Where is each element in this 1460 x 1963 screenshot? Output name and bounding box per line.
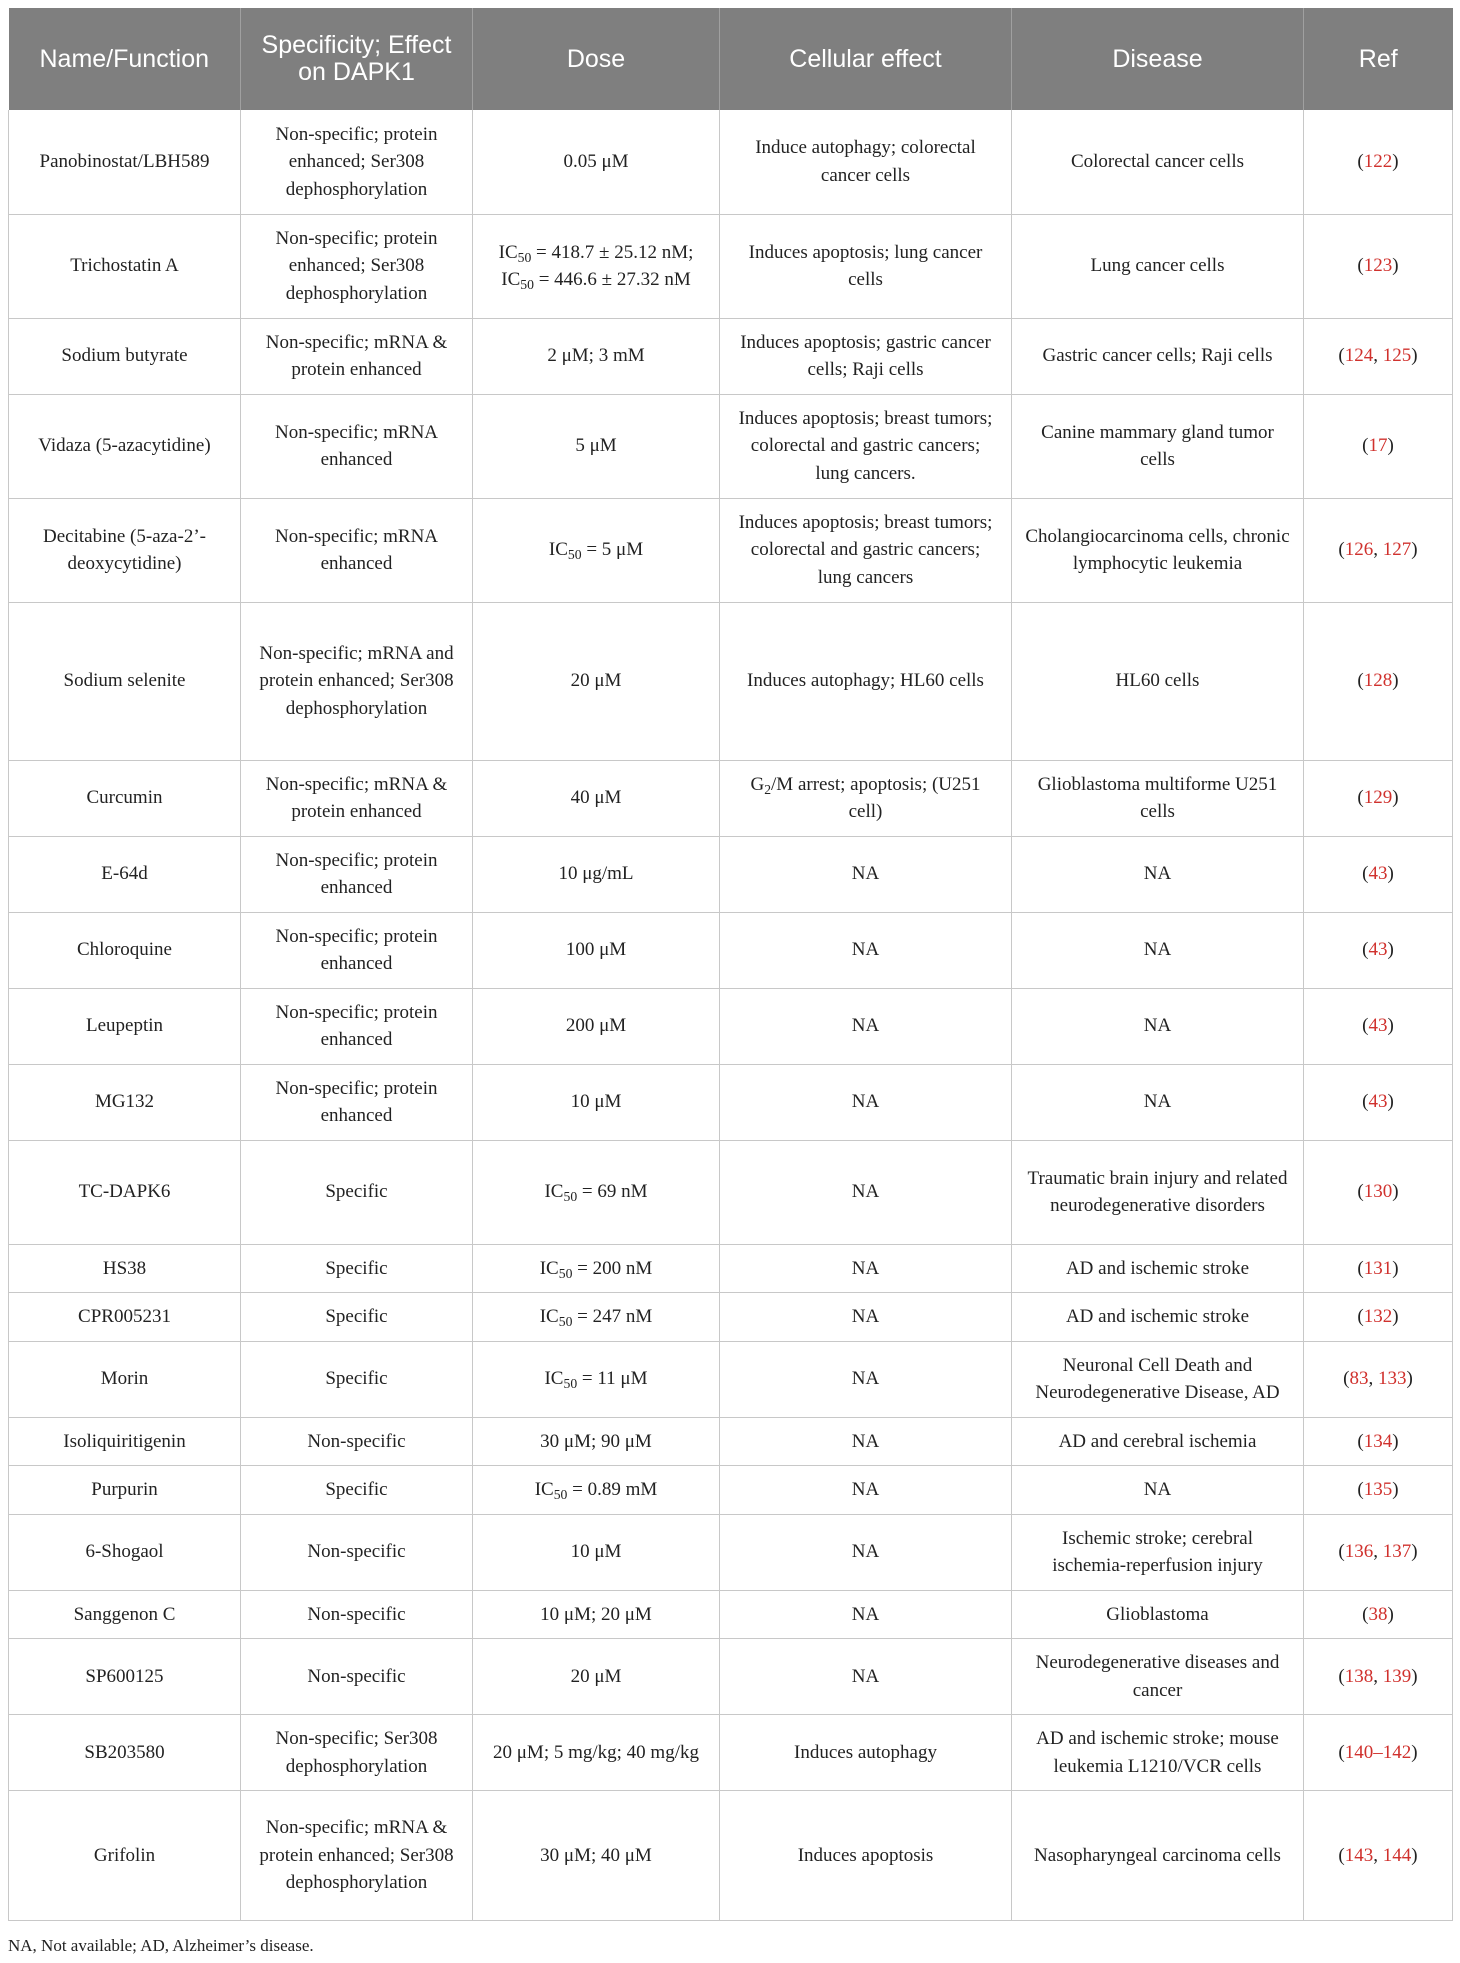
cell-ref: (134) (1304, 1417, 1453, 1466)
header-specificity: Specificity; Effect on DAPK1 (241, 8, 473, 110)
table-row (9, 602, 1453, 760)
cell-dose: $IC_{50} = 5$ μM (473, 498, 720, 602)
cell-specificity: Non-specific; protein enhanced; Ser308 dephosphorylation (241, 110, 473, 214)
cell-specificity: Non-specific; protein enhanced (241, 1064, 473, 1140)
cell-specificity: Specific (241, 1293, 473, 1342)
cell-name: Isoliquiritigenin (9, 1417, 241, 1466)
ref-link[interactable]: 38 (1368, 1603, 1388, 1625)
cell-ref: (124, 125) (1304, 318, 1453, 394)
cell-specificity: Non-specific; protein enhanced; Ser308 dephosphorylation (241, 214, 473, 318)
cell-disease: Neuronal Cell Death and Neurodegenerative Disease, AD (1012, 1341, 1304, 1417)
header-name: Name/Function (9, 8, 241, 110)
cell-name: Chloroquine (9, 912, 241, 988)
cell-disease: Cholangiocarcinoma cells, chronic lymphocytic leukemia (1012, 498, 1304, 602)
cell-specificity: Non-specific; mRNA enhanced (241, 394, 473, 498)
cell-specificity: Non-specific (241, 1514, 473, 1590)
cell-name: TC-DAPK6 (9, 1140, 241, 1244)
table-row (9, 988, 1453, 1064)
header-ref: Ref (1304, 8, 1453, 110)
cell-ref: (128) (1304, 602, 1453, 760)
cell-ref: (129) (1304, 760, 1453, 836)
ref-link[interactable]: 17 (1368, 435, 1388, 457)
cell-disease: Neurodegenerative diseases and cancer (1012, 1639, 1304, 1715)
cell-cellular-effect: NA (720, 836, 1012, 912)
ref-link[interactable]: 132 (1363, 1306, 1393, 1327)
cell-specificity: Specific (241, 1244, 473, 1293)
table-row (9, 1341, 1453, 1417)
ref-link[interactable]: 43 (1368, 939, 1388, 961)
table-row (9, 1140, 1453, 1244)
table-row (9, 1514, 1453, 1590)
table-row (9, 1064, 1453, 1140)
cell-specificity: Non-specific; mRNA enhanced (241, 498, 473, 602)
cell-ref: (143, 144) (1304, 1791, 1453, 1921)
cell-ref: (123) (1304, 214, 1453, 318)
cell-specificity: Non-specific (241, 1639, 473, 1715)
table-row (9, 1466, 1453, 1515)
cell-disease: AD and ischemic stroke (1012, 1244, 1304, 1293)
cell-dose: 20 μM (473, 602, 720, 760)
cell-disease: AD and ischemic stroke (1012, 1293, 1304, 1342)
cell-specificity: Non-specific; protein enhanced (241, 988, 473, 1064)
table-row (9, 1244, 1453, 1293)
cell-ref: (126, 127) (1304, 498, 1453, 602)
cell-dose: 100 μM (473, 912, 720, 988)
table-row (9, 1293, 1453, 1342)
table-row (9, 214, 1453, 318)
cell-disease: Canine mammary gland tumor cells (1012, 394, 1304, 498)
ref-link[interactable]: 138 (1344, 1665, 1374, 1687)
cell-cellular-effect: NA (720, 1341, 1012, 1417)
table-body (9, 110, 1453, 1921)
cell-name: Curcumin (9, 760, 241, 836)
cell-specificity: Specific (241, 1140, 473, 1244)
cell-dose: 10 μM (473, 1064, 720, 1140)
cell-dose: 30 μM; 90 μM (473, 1417, 720, 1466)
cell-dose: 200 μM (473, 988, 720, 1064)
cell-cellular-effect: Induces apoptosis (720, 1791, 1012, 1921)
cell-name: SB203580 (9, 1715, 241, 1791)
cell-disease: Traumatic brain injury and related neurodegenerative disorders (1012, 1140, 1304, 1244)
cell-cellular-effect: NA (720, 1244, 1012, 1293)
ref-link[interactable]: 125 (1382, 345, 1412, 367)
cell-ref: (83, 133) (1304, 1341, 1453, 1417)
cell-specificity: Non-specific; mRNA & protein enhanced; Ser308 dephosphorylation (241, 1791, 473, 1921)
cell-specificity: Non-specific; Ser308 dephosphorylation (241, 1715, 473, 1791)
cell-ref: (43) (1304, 912, 1453, 988)
cell-name: Trichostatin A (9, 214, 241, 318)
cell-cellular-effect: Induces apoptosis; breast tumors; colorectal and gastric cancers; lung cancers. (720, 394, 1012, 498)
ref-link[interactable]: 43 (1368, 863, 1388, 885)
cell-cellular-effect: NA (720, 1293, 1012, 1342)
cell-specificity: Non-specific; mRNA and protein enhanced; Ser308 dephosphorylation (241, 602, 473, 760)
cell-ref: (140–142) (1304, 1715, 1453, 1791)
header-dose: Dose (473, 8, 720, 110)
cell-name: Leupeptin (9, 988, 241, 1064)
cell-cellular-effect: NA (720, 1064, 1012, 1140)
cell-disease: AD and ischemic stroke; mouse leukemia L1210/VCR cells (1012, 1715, 1304, 1791)
cell-cellular-effect: NA (720, 1514, 1012, 1590)
cell-cellular-effect: NA (720, 1590, 1012, 1639)
cell-name: Sanggenon C (9, 1590, 241, 1639)
cell-ref: (43) (1304, 1064, 1453, 1140)
ref-link[interactable]: 123 (1363, 255, 1393, 277)
cell-cellular-effect: NA (720, 988, 1012, 1064)
table-row (9, 394, 1453, 498)
ref-link[interactable]: 129 (1363, 787, 1393, 809)
table-row (9, 760, 1453, 836)
cell-name: Morin (9, 1341, 241, 1417)
cell-disease: Glioblastoma (1012, 1590, 1304, 1639)
cell-ref: (130) (1304, 1140, 1453, 1244)
cell-name: Panobinostat/LBH589 (9, 110, 241, 214)
cell-dose: $IC_{50} = 200$ nM (473, 1244, 720, 1293)
dapk1-table (8, 8, 1453, 1921)
cell-dose: 10 μg/mL (473, 836, 720, 912)
cell-name: MG132 (9, 1064, 241, 1140)
cell-name: Decitabine (5-aza-2’-deoxycytidine) (9, 498, 241, 602)
table-row (9, 1791, 1453, 1921)
cell-ref: (135) (1304, 1466, 1453, 1515)
ref-link[interactable]: 144 (1382, 1844, 1412, 1866)
cell-dose: 5 μM (473, 394, 720, 498)
table-header-row (9, 8, 1453, 110)
cell-name: SP600125 (9, 1639, 241, 1715)
cell-name: CPR005231 (9, 1293, 241, 1342)
cell-cellular-effect: Induces autophagy; HL60 cells (720, 602, 1012, 760)
cell-disease: Lung cancer cells (1012, 214, 1304, 318)
cell-dose: $IC_{50} = 418.7 \pm 25.12$ nM; $IC_{50} = 446.6 \pm 27.32$ nM (473, 214, 720, 318)
cell-ref: (17) (1304, 394, 1453, 498)
cell-dose: $IC_{50} = 11$ μM (473, 1341, 720, 1417)
ref-link[interactable]: 130 (1363, 1181, 1393, 1203)
ref-link[interactable]: 139 (1382, 1665, 1412, 1687)
header-disease: Disease (1012, 8, 1304, 110)
cell-dose: $IC_{50} = 69$ nM (473, 1140, 720, 1244)
table-row (9, 1590, 1453, 1639)
cell-dose: 2 μM; 3 mM (473, 318, 720, 394)
cell-disease: Gastric cancer cells; Raji cells (1012, 318, 1304, 394)
cell-name: HS38 (9, 1244, 241, 1293)
cell-ref: (132) (1304, 1293, 1453, 1342)
cell-name: Grifolin (9, 1791, 241, 1921)
cell-dose: 30 μM; 40 μM (473, 1791, 720, 1921)
cell-disease: Ischemic stroke; cerebral ischemia-reperfusion injury (1012, 1514, 1304, 1590)
cell-cellular-effect: NA (720, 1466, 1012, 1515)
table-row (9, 912, 1453, 988)
table-row (9, 1715, 1453, 1791)
cell-name: 6-Shogaol (9, 1514, 241, 1590)
header-cellular-effect: Cellular effect (720, 8, 1012, 110)
cell-specificity: Non-specific; protein enhanced (241, 912, 473, 988)
cell-disease: NA (1012, 1466, 1304, 1515)
cell-dose: 10 μM (473, 1514, 720, 1590)
ref-link[interactable]: 135 (1363, 1479, 1393, 1500)
cell-name: Purpurin (9, 1466, 241, 1515)
ref-link[interactable]: 43 (1368, 1015, 1388, 1037)
cell-cellular-effect: Induce autophagy; colorectal cancer cells (720, 110, 1012, 214)
cell-cellular-effect: NA (720, 1140, 1012, 1244)
cell-disease: AD and cerebral ischemia (1012, 1417, 1304, 1466)
dapk1-table-container (8, 8, 1452, 1921)
cell-specificity: Non-specific; mRNA & protein enhanced (241, 318, 473, 394)
ref-link[interactable]: 128 (1363, 670, 1393, 692)
cell-ref: (131) (1304, 1244, 1453, 1293)
cell-ref: (136, 137) (1304, 1514, 1453, 1590)
cell-cellular-effect: NA (720, 1639, 1012, 1715)
table-row (9, 1417, 1453, 1466)
cell-name: Vidaza (5-azacytidine) (9, 394, 241, 498)
cell-dose: 0.05 μM (473, 110, 720, 214)
ref-link[interactable]: 133 (1378, 1368, 1407, 1390)
cell-ref: (122) (1304, 110, 1453, 214)
cell-dose: $IC_{50} = 247$ nM (473, 1293, 720, 1342)
cell-cellular-effect: Induces apoptosis; gastric cancer cells; Raji cells (720, 318, 1012, 394)
ref-link[interactable]: 131 (1363, 1257, 1393, 1279)
cell-disease: Colorectal cancer cells (1012, 110, 1304, 214)
ref-link[interactable]: 140–142 (1344, 1741, 1412, 1763)
ref-link[interactable]: 127 (1382, 539, 1412, 561)
ref-link[interactable]: 122 (1363, 151, 1393, 172)
cell-dose: 20 μM (473, 1639, 720, 1715)
cell-name: Sodium butyrate (9, 318, 241, 394)
table-row (9, 836, 1453, 912)
cell-disease: HL60 cells (1012, 602, 1304, 760)
cell-ref: (38) (1304, 1590, 1453, 1639)
cell-specificity: Specific (241, 1341, 473, 1417)
cell-ref: (43) (1304, 836, 1453, 912)
ref-link[interactable]: 137 (1382, 1541, 1412, 1563)
cell-cellular-effect: Induces apoptosis; lung cancer cells (720, 214, 1012, 318)
cell-dose: 10 μM; 20 μM (473, 1590, 720, 1639)
cell-dose: 20 μM; 5 mg/kg; 40 mg/kg (473, 1715, 720, 1791)
cell-dose: $IC_{50} = 0.89$ mM (473, 1466, 720, 1515)
cell-dose: 40 μM (473, 760, 720, 836)
ref-link[interactable]: 136 (1344, 1541, 1374, 1563)
table-row (9, 498, 1453, 602)
cell-specificity: Non-specific; protein enhanced (241, 836, 473, 912)
cell-cellular-effect: Induces apoptosis; breast tumors; colorectal and gastric cancers; lung cancers (720, 498, 1012, 602)
cell-ref: (138, 139) (1304, 1639, 1453, 1715)
cell-disease: NA (1012, 988, 1304, 1064)
ref-link[interactable]: 83 (1349, 1368, 1369, 1390)
table-row (9, 1639, 1453, 1715)
cell-cellular-effect: NA (720, 912, 1012, 988)
cell-specificity: Non-specific (241, 1417, 473, 1466)
ref-link[interactable]: 124 (1344, 345, 1374, 367)
cell-cellular-effect: NA (720, 1417, 1012, 1466)
cell-ref: (43) (1304, 988, 1453, 1064)
cell-name: Sodium selenite (9, 602, 241, 760)
ref-link[interactable]: 134 (1363, 1430, 1393, 1452)
ref-link[interactable]: 143 (1344, 1844, 1374, 1866)
cell-disease: NA (1012, 836, 1304, 912)
cell-specificity: Non-specific (241, 1590, 473, 1639)
cell-disease: NA (1012, 912, 1304, 988)
cell-name: E-64d (9, 836, 241, 912)
cell-cellular-effect: Induces autophagy (720, 1715, 1012, 1791)
table-row (9, 110, 1453, 214)
table-row (9, 318, 1453, 394)
ref-link[interactable]: 43 (1368, 1091, 1388, 1113)
ref-link[interactable]: 126 (1344, 539, 1374, 561)
cell-specificity: Specific (241, 1466, 473, 1515)
table-footnote: NA, Not available; AD, Alzheimer’s disease. (8, 1936, 314, 1955)
cell-disease: NA (1012, 1064, 1304, 1140)
cell-disease: Nasopharyngeal carcinoma cells (1012, 1791, 1304, 1921)
cell-disease: Glioblastoma multiforme U251 cells (1012, 760, 1304, 836)
cell-specificity: Non-specific; mRNA & protein enhanced (241, 760, 473, 836)
cell-cellular-effect: $G_2/M$ arrest; apoptosis; (U251 cell) (720, 760, 1012, 836)
